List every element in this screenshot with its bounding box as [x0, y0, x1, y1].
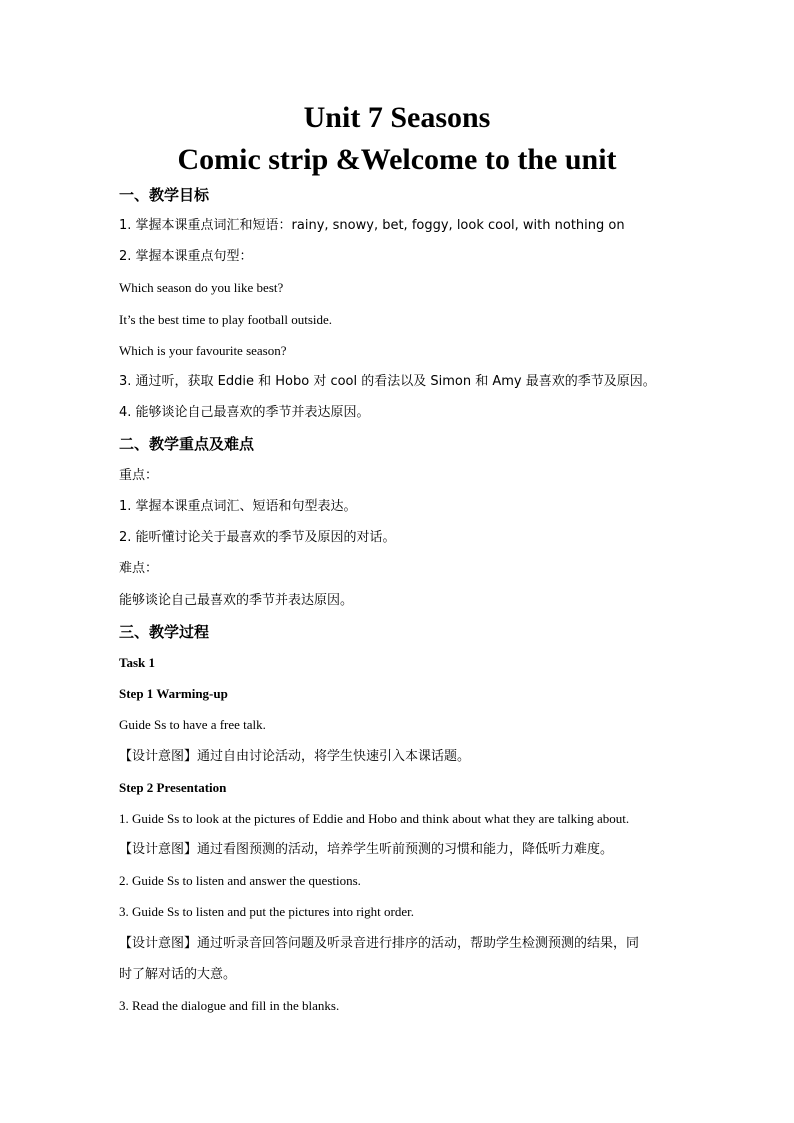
objective-1: 1. 掌握本课重点词汇和短语：rainy, snowy, bet, foggy, look cool, with nothing on — [119, 218, 625, 233]
design-intent-3-line-2: 时了解对话的大意。 — [119, 967, 237, 982]
section-heading-key-points: 二、教学重点及难点 — [119, 435, 255, 453]
section-heading-objectives: 一、教学目标 — [119, 186, 210, 204]
title-line-1: Unit 7 Seasons — [303, 101, 491, 134]
section-heading-process: 三、教学过程 — [119, 623, 210, 641]
step-2-item-1: 1. Guide Ss to look at the pictures of Eddie and Hobo and think about what they are talking about. — [119, 811, 630, 826]
step-2-item-4: 3. Read the dialogue and fill in the blanks. — [119, 998, 340, 1013]
step-2-item-2: 2. Guide Ss to listen and answer the questions. — [119, 873, 361, 888]
key-point-1: 1. 掌握本课重点词汇、短语和句型表达。 — [119, 499, 357, 514]
design-intent-1: 【设计意图】通过自由讨论活动，将学生快速引入本课话题。 — [119, 749, 471, 764]
design-intent-2: 【设计意图】通过看图预测的活动，培养学生听前预测的习惯和能力，降低听力难度。 — [119, 842, 614, 857]
key-points-label: 重点： — [119, 468, 159, 483]
sentence-pattern-3: Which is your favourite season? — [119, 343, 287, 358]
sentence-pattern-1: Which season do you like best? — [119, 280, 284, 295]
design-intent-3-line-1: 【设计意图】通过听录音回答问题及听录音进行排序的活动，帮助学生检测预测的结果，同 — [119, 936, 640, 951]
title-line-2: Comic strip &Welcome to the unit — [177, 143, 617, 176]
difficulty-label: 难点： — [119, 561, 159, 576]
step-1-label: Step 1 Warming-up — [119, 686, 228, 701]
task-1-label: Task 1 — [119, 655, 156, 670]
objective-3: 3. 通过听，获取 Eddie 和 Hobo 对 cool 的看法以及 Simon 和 Amy 最喜欢的季节及原因。 — [119, 374, 656, 389]
sentence-pattern-2: It’s the best time to play football outside. — [119, 312, 333, 327]
difficulty-1: 能够谈论自己最喜欢的季节并表达原因。 — [119, 593, 354, 608]
objective-2: 2. 掌握本课重点句型： — [119, 249, 253, 264]
step-1-text: Guide Ss to have a free talk. — [119, 717, 266, 732]
step-2-item-3: 3. Guide Ss to listen and put the pictures into right order. — [119, 904, 414, 919]
objective-4: 4. 能够谈论自己最喜欢的季节并表达原因。 — [119, 405, 370, 420]
key-point-2: 2. 能听懂讨论关于最喜欢的季节及原因的对话。 — [119, 530, 396, 545]
step-2-label: Step 2 Presentation — [119, 780, 227, 795]
